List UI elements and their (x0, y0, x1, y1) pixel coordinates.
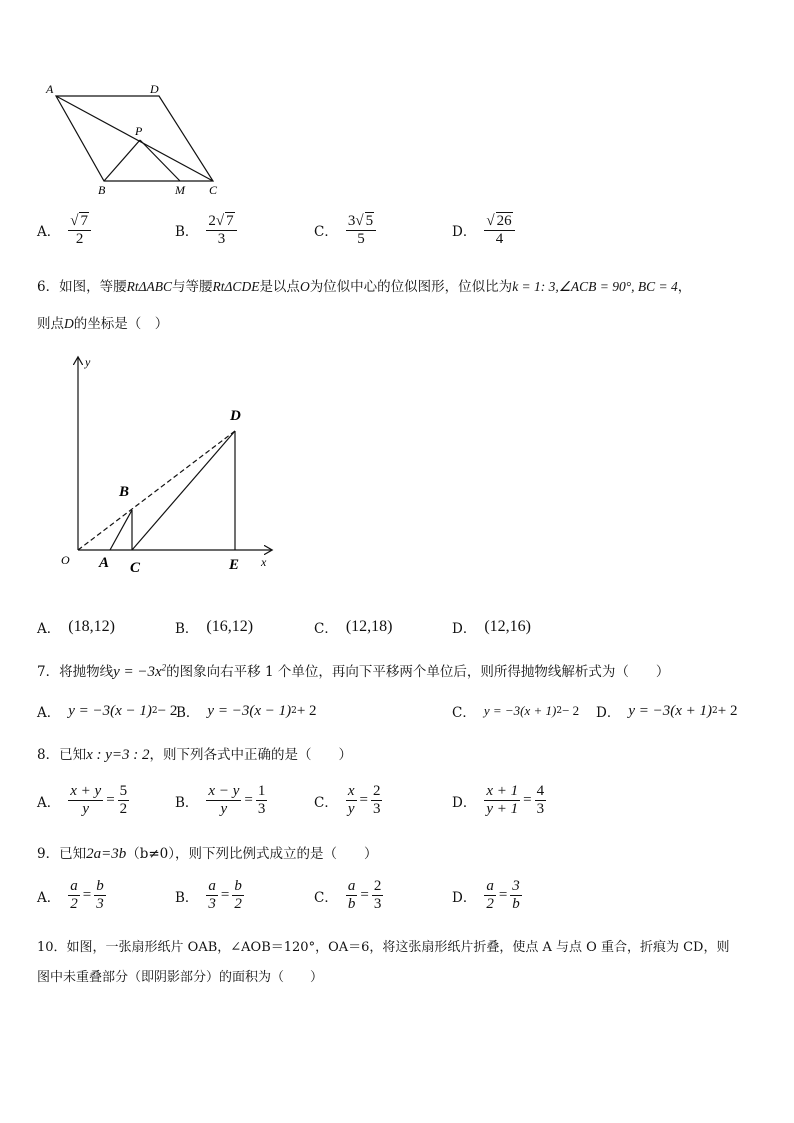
q9-option-a[interactable]: A． $\frac{a}{2}$ = $\frac{b}{3}$ (37, 878, 104, 913)
label-p: P (135, 124, 143, 138)
q8-option-d[interactable]: D． $\frac{x + 1}{y + 1}$ = $\frac{4}{3}$ (452, 783, 545, 818)
q7-stem: 7．将抛物线$y = -3x^2$的图象向右平移 1 个单位，再向下平移两个单位后，则所得抛物线解析式为（ ） (37, 662, 670, 680)
q5-option-a[interactable]: A． $\frac{√ 7}{2}$ (37, 212, 91, 249)
label-c: C (209, 183, 218, 197)
q6-option-a[interactable]: A． (18,12) (37, 618, 115, 637)
label-b: B (119, 484, 130, 500)
q8-option-b[interactable]: B． $\frac{x - y}{y}$ = $\frac{1}{3}$ (175, 783, 266, 818)
q9-option-d[interactable]: D． $\frac{a}{2}$ = $\frac{3}{b}$ (452, 878, 520, 913)
label-m: M (175, 183, 185, 197)
q9-option-c[interactable]: C． $\frac{a}{b}$ = $\frac{2}{3}$ (314, 878, 382, 913)
q5-option-c[interactable]: C． $\frac{3√ 5}{5}$ (314, 212, 376, 249)
q8-option-c[interactable]: C． $\frac{x}{y}$ = $\frac{2}{3}$ (314, 783, 381, 818)
q9-option-b[interactable]: B． $\frac{a}{3}$ = $\frac{b}{2}$ (175, 878, 242, 913)
q6-coordinate-figure (55, 350, 285, 582)
label-o: O (61, 553, 70, 567)
q6-option-c[interactable]: C． (12,18) (314, 618, 393, 637)
axis-label-x: x (261, 555, 267, 569)
q5-option-d[interactable]: D． $\frac{√ 26}{4}$ (452, 212, 515, 249)
q8-option-a[interactable]: A． $\frac{x + y}{y}$ = $\frac{5}{2}$ (37, 783, 128, 818)
label-d: D (230, 408, 241, 424)
q7-option-a[interactable]: A． y = −3(x − 1) 2 − 2 (37, 702, 178, 721)
q6-option-b[interactable]: B． (16,12) (175, 618, 254, 637)
q6-stem-line1: 6．如图，等腰RtΔABC与等腰RtΔCDE是以点O为位似中心的位似图形，位似比为k = 1: 3,∠ACB = 90°, BC = 4， (37, 279, 692, 295)
label-c: C (130, 560, 141, 576)
label-d: D (150, 82, 159, 96)
q5-option-b[interactable]: B． $\frac{2√ 7}{3}$ (175, 212, 237, 249)
q8-stem: 8．已知x : y=3 : 2，则下列各式中正确的是（ ） (37, 747, 353, 763)
q7-option-b[interactable]: B． y = −3(x − 1) 2 + 2 (176, 702, 317, 721)
label-b: B (98, 183, 106, 197)
q10-stem-line2: 图中未重叠部分（即阴影部分）的面积为（ ） (37, 970, 324, 985)
label-a: A (99, 555, 110, 571)
segment-cd (132, 431, 235, 550)
q6-stem-line2: 则点D的坐标是（ ） (37, 316, 169, 332)
q10-stem-line1: 10．如图，一张扇形纸片 OAB，∠AOB＝120°，OA＝6，将这张扇形纸片折叠，使点 A 与点 O 重合，折痕为 CD，则 (37, 940, 730, 955)
q7-option-c[interactable]: C． y = −3(x + 1) 2 − 2 (452, 703, 580, 721)
axis-label-y: y (85, 355, 91, 369)
label-e: E (229, 557, 240, 573)
q9-stem: 9．已知2a=3b（b≠0），则下列比例式成立的是（ ） (37, 846, 378, 862)
segment-bp (104, 140, 140, 181)
label-a: A (46, 82, 54, 96)
parallelogram-figure (40, 78, 230, 200)
q6-option-d[interactable]: D． (12,16) (452, 618, 531, 637)
q7-option-d[interactable]: D． y = −3(x + 1) 2 + 2 (596, 702, 738, 721)
dashed-line-od (78, 431, 235, 550)
segment-ab (110, 510, 132, 550)
